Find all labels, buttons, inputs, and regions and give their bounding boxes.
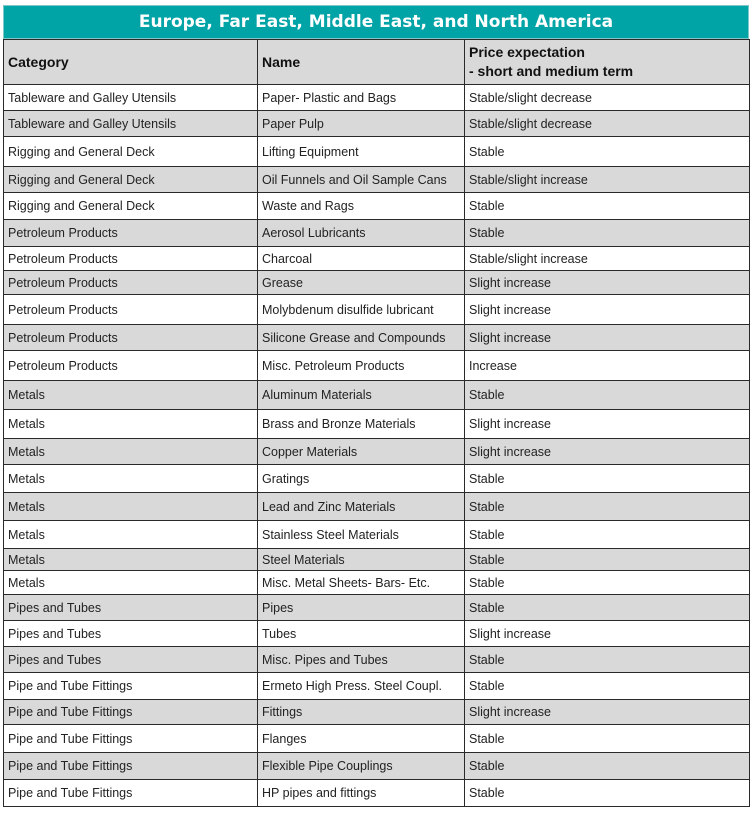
- cell-category: Pipe and Tube Fittings: [4, 725, 258, 753]
- cell-name: Paper Pulp: [258, 111, 465, 137]
- table-row: [4, 85, 750, 111]
- table-row: [4, 137, 750, 167]
- cell-category: Pipe and Tube Fittings: [4, 673, 258, 700]
- cell-name: Lifting Equipment: [258, 137, 465, 167]
- cell-category: Pipe and Tube Fittings: [4, 780, 258, 807]
- table-row: [4, 410, 750, 439]
- cell-name: Lead and Zinc Materials: [258, 493, 465, 521]
- table-row: [4, 700, 750, 725]
- cell-name: Paper- Plastic and Bags: [258, 85, 465, 111]
- cell-category: Pipes and Tubes: [4, 621, 258, 647]
- cell-price: Slight increase: [465, 439, 750, 465]
- cell-price: Stable: [465, 193, 750, 220]
- cell-name: Misc. Pipes and Tubes: [258, 647, 465, 673]
- cell-name: Oil Funnels and Oil Sample Cans: [258, 167, 465, 193]
- table-row: [4, 780, 750, 807]
- table-row: [4, 247, 750, 271]
- cell-name: Pipes: [258, 595, 465, 621]
- cell-category: Metals: [4, 410, 258, 439]
- cell-price: Stable: [465, 220, 750, 247]
- cell-price: Stable: [465, 595, 750, 621]
- cell-category: Metals: [4, 439, 258, 465]
- cell-category: Metals: [4, 521, 258, 549]
- table-title: Europe, Far East, Middle East, and North America: [3, 5, 749, 39]
- cell-name: Flexible Pipe Couplings: [258, 753, 465, 780]
- cell-price: Stable: [465, 465, 750, 493]
- header-price-line1: Price expectation: [469, 44, 585, 60]
- cell-price: Stable: [465, 673, 750, 700]
- table-row: [4, 220, 750, 247]
- table-row: [4, 193, 750, 220]
- cell-category: Petroleum Products: [4, 351, 258, 381]
- header-price: [465, 40, 750, 85]
- cell-price: Slight increase: [465, 271, 750, 295]
- table-row: [4, 549, 750, 571]
- cell-name: Brass and Bronze Materials: [258, 410, 465, 439]
- cell-category: Petroleum Products: [4, 295, 258, 325]
- cell-category: Petroleum Products: [4, 325, 258, 351]
- cell-category: Metals: [4, 549, 258, 571]
- price-table-container: [3, 5, 749, 807]
- cell-category: Rigging and General Deck: [4, 193, 258, 220]
- cell-category: Pipes and Tubes: [4, 595, 258, 621]
- cell-category: Tableware and Galley Utensils: [4, 85, 258, 111]
- cell-name: Fittings: [258, 700, 465, 725]
- table-row: [4, 725, 750, 753]
- cell-name: Gratings: [258, 465, 465, 493]
- table-row: [4, 439, 750, 465]
- header-row: [4, 40, 750, 85]
- cell-price: Stable: [465, 647, 750, 673]
- cell-category: Metals: [4, 571, 258, 595]
- table-row: [4, 295, 750, 325]
- cell-name: Misc. Metal Sheets- Bars- Etc.: [258, 571, 465, 595]
- cell-price: Slight increase: [465, 325, 750, 351]
- header-price-line2: - short and medium term: [469, 63, 634, 79]
- table-row: [4, 647, 750, 673]
- cell-category: Pipes and Tubes: [4, 647, 258, 673]
- cell-price: Slight increase: [465, 621, 750, 647]
- cell-name: Grease: [258, 271, 465, 295]
- table-row: [4, 111, 750, 137]
- cell-name: Ermeto High Press. Steel Coupl.: [258, 673, 465, 700]
- table-row: [4, 271, 750, 295]
- header-name: Name: [258, 40, 465, 85]
- cell-name: Charcoal: [258, 247, 465, 271]
- cell-name: Aerosol Lubricants: [258, 220, 465, 247]
- table-row: [4, 465, 750, 493]
- cell-name: Aluminum Materials: [258, 381, 465, 410]
- table-row: [4, 351, 750, 381]
- cell-category: Metals: [4, 493, 258, 521]
- cell-price: Stable: [465, 137, 750, 167]
- cell-name: Silicone Grease and Compounds: [258, 325, 465, 351]
- cell-price: Stable: [465, 571, 750, 595]
- table-row: [4, 673, 750, 700]
- cell-category: Petroleum Products: [4, 247, 258, 271]
- cell-category: Rigging and General Deck: [4, 167, 258, 193]
- cell-price: Stable: [465, 725, 750, 753]
- cell-name: Molybdenum disulfide lubricant: [258, 295, 465, 325]
- header-category: Category: [4, 40, 258, 85]
- cell-price: Stable/slight decrease: [465, 85, 750, 111]
- cell-category: Petroleum Products: [4, 220, 258, 247]
- table-row: [4, 521, 750, 549]
- cell-category: Tableware and Galley Utensils: [4, 111, 258, 137]
- table-row: [4, 493, 750, 521]
- cell-category: Pipe and Tube Fittings: [4, 700, 258, 725]
- price-table: [3, 39, 750, 807]
- table-row: [4, 571, 750, 595]
- cell-price: Slight increase: [465, 700, 750, 725]
- table-row: [4, 381, 750, 410]
- table-row: [4, 621, 750, 647]
- table-row: [4, 325, 750, 351]
- cell-category: Petroleum Products: [4, 271, 258, 295]
- cell-category: Metals: [4, 465, 258, 493]
- cell-name: Misc. Petroleum Products: [258, 351, 465, 381]
- cell-category: Rigging and General Deck: [4, 137, 258, 167]
- cell-price: Stable: [465, 780, 750, 807]
- cell-category: Pipe and Tube Fittings: [4, 753, 258, 780]
- cell-name: Stainless Steel Materials: [258, 521, 465, 549]
- table-row: [4, 167, 750, 193]
- cell-price: Increase: [465, 351, 750, 381]
- cell-price: Stable: [465, 521, 750, 549]
- cell-name: Flanges: [258, 725, 465, 753]
- cell-category: Metals: [4, 381, 258, 410]
- cell-price: Stable/slight decrease: [465, 111, 750, 137]
- cell-price: Stable: [465, 381, 750, 410]
- cell-price: Stable/slight increase: [465, 167, 750, 193]
- cell-name: Tubes: [258, 621, 465, 647]
- cell-price: Stable: [465, 753, 750, 780]
- cell-price: Slight increase: [465, 295, 750, 325]
- cell-price: Slight increase: [465, 410, 750, 439]
- cell-price: Stable: [465, 493, 750, 521]
- cell-name: Steel Materials: [258, 549, 465, 571]
- cell-price: Stable/slight increase: [465, 247, 750, 271]
- table-row: [4, 753, 750, 780]
- cell-name: Waste and Rags: [258, 193, 465, 220]
- table-row: [4, 595, 750, 621]
- table-body: [4, 85, 750, 807]
- cell-name: Copper Materials: [258, 439, 465, 465]
- cell-name: HP pipes and fittings: [258, 780, 465, 807]
- cell-price: Stable: [465, 549, 750, 571]
